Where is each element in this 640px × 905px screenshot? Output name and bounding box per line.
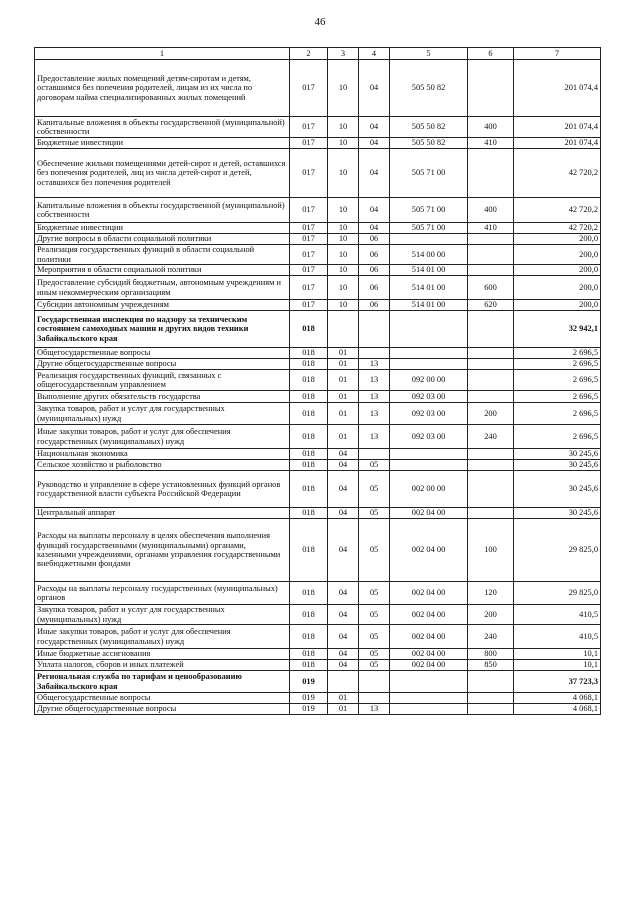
row-name-cell: Иные бюджетные ассигнования — [35, 649, 290, 660]
row-target-article: 092 03 00 — [390, 391, 468, 403]
row-subsection-code: 04 — [359, 149, 390, 198]
row-amount: 201 074,4 — [514, 117, 601, 138]
row-name-cell: Субсидии автономным учреждениям — [35, 300, 290, 311]
column-number: 5 — [390, 48, 468, 60]
row-subsection-code: 06 — [359, 245, 390, 265]
table-row — [35, 138, 601, 149]
row-target-article: 092 03 00 — [390, 403, 468, 425]
row-ved-code: 018 — [290, 508, 328, 519]
row-name-cell: Иные закупки товаров, работ и услуг для обеспечения государственных (муниципальных) нужд — [35, 625, 290, 649]
row-target-article — [390, 704, 468, 715]
row-amount: 200,0 — [514, 300, 601, 311]
row-amount: 42 720,2 — [514, 149, 601, 198]
row-target-article — [390, 671, 468, 693]
row-ved-code: 017 — [290, 300, 328, 311]
table-row — [35, 660, 601, 671]
row-expense-type: 600 — [468, 276, 514, 300]
row-subsection-code: 06 — [359, 276, 390, 300]
table-row — [35, 198, 601, 223]
row-name-cell: Капитальные вложения в объекты государственной (муниципальной) собственности — [35, 198, 290, 223]
row-target-article: 002 04 00 — [390, 519, 468, 582]
row-ved-code: 018 — [290, 348, 328, 359]
row-subsection-code: 05 — [359, 460, 390, 471]
table-row — [35, 693, 601, 704]
row-target-article — [390, 234, 468, 245]
row-amount: 29 825,0 — [514, 582, 601, 605]
row-name-cell: Обеспечение жильми помещениями детей-сирот и детей, оставшихся без попечения родителей, лиц из числа детей-сирот и детей, оставшихся без попечения родителей — [35, 149, 290, 198]
row-ved-code: 017 — [290, 265, 328, 276]
row-target-article: 002 04 00 — [390, 582, 468, 605]
row-subsection-code: 05 — [359, 649, 390, 660]
row-ved-code: 018 — [290, 460, 328, 471]
row-ved-code: 017 — [290, 223, 328, 234]
row-expense-type — [468, 149, 514, 198]
row-subsection-code: 13 — [359, 704, 390, 715]
row-subsection-code: 13 — [359, 370, 390, 391]
row-section-code: 10 — [328, 149, 359, 198]
row-subsection-code — [359, 348, 390, 359]
row-name-cell: Другие вопросы в области социальной политики — [35, 234, 290, 245]
row-name-cell: Закупка товаров, работ и услуг для государственных (муниципальных) нужд — [35, 403, 290, 425]
row-expense-type — [468, 245, 514, 265]
row-amount: 200,0 — [514, 245, 601, 265]
row-ved-code: 018 — [290, 403, 328, 425]
row-expense-type — [468, 460, 514, 471]
row-expense-type: 200 — [468, 403, 514, 425]
row-ved-code: 017 — [290, 276, 328, 300]
table-row — [35, 671, 601, 693]
row-ved-code: 018 — [290, 311, 328, 348]
row-section-code: 10 — [328, 265, 359, 276]
row-ved-code: 019 — [290, 671, 328, 693]
row-target-article: 092 00 00 — [390, 370, 468, 391]
row-ved-code: 018 — [290, 625, 328, 649]
table-row — [35, 704, 601, 715]
row-target-article: 514 01 00 — [390, 265, 468, 276]
row-section-code: 10 — [328, 198, 359, 223]
row-name-cell: Бюджетные инвестиции — [35, 138, 290, 149]
row-expense-type — [468, 265, 514, 276]
row-target-article: 514 01 00 — [390, 276, 468, 300]
column-number: 7 — [514, 48, 601, 60]
row-name-cell: Выполнение других обязательств государства — [35, 391, 290, 403]
row-section-code: 10 — [328, 60, 359, 117]
column-number: 6 — [468, 48, 514, 60]
row-subsection-code: 05 — [359, 519, 390, 582]
row-target-article: 092 03 00 — [390, 425, 468, 449]
row-expense-type — [468, 370, 514, 391]
table-row — [35, 519, 601, 582]
row-name-cell: Иные закупки товаров, работ и услуг для обеспечения государственных (муниципальных) нужд — [35, 425, 290, 449]
row-ved-code: 019 — [290, 693, 328, 704]
row-subsection-code — [359, 311, 390, 348]
row-expense-type: 620 — [468, 300, 514, 311]
row-amount: 37 723,3 — [514, 671, 601, 693]
row-amount: 30 245,6 — [514, 460, 601, 471]
row-ved-code: 017 — [290, 149, 328, 198]
row-expense-type — [468, 508, 514, 519]
table-row — [35, 245, 601, 265]
table-row — [35, 60, 601, 117]
row-expense-type: 410 — [468, 223, 514, 234]
row-section-code: 01 — [328, 359, 359, 370]
row-amount: 30 245,6 — [514, 449, 601, 460]
column-number: 3 — [328, 48, 359, 60]
row-section-code: 04 — [328, 649, 359, 660]
row-expense-type: 120 — [468, 582, 514, 605]
row-name-cell: Государственная инспекция по надзору за техническим состоянием самоходных машин и других видов техники Забайкальского края — [35, 311, 290, 348]
row-section-code: 04 — [328, 508, 359, 519]
page-number: 46 — [314, 16, 326, 28]
row-amount: 2 696,5 — [514, 425, 601, 449]
table-row — [35, 508, 601, 519]
row-target-article: 505 71 00 — [390, 198, 468, 223]
row-target-article: 002 04 00 — [390, 625, 468, 649]
row-section-code: 04 — [328, 660, 359, 671]
table-row — [35, 425, 601, 449]
row-target-article: 505 50 82 — [390, 60, 468, 117]
row-subsection-code: 04 — [359, 138, 390, 149]
row-name-cell: Реализация государственных функций, связанных с общегосударственным управлением — [35, 370, 290, 391]
row-target-article — [390, 460, 468, 471]
row-target-article — [390, 359, 468, 370]
table-row — [35, 265, 601, 276]
row-amount: 10,1 — [514, 660, 601, 671]
row-name-cell: Мероприятия в области социальной политики — [35, 265, 290, 276]
row-section-code: 10 — [328, 223, 359, 234]
row-ved-code: 017 — [290, 198, 328, 223]
table-row — [35, 649, 601, 660]
row-ved-code: 019 — [290, 704, 328, 715]
row-amount: 32 942,1 — [514, 311, 601, 348]
table-row — [35, 460, 601, 471]
row-target-article: 002 04 00 — [390, 605, 468, 625]
row-subsection-code — [359, 449, 390, 460]
row-subsection-code: 05 — [359, 660, 390, 671]
row-section-code: 04 — [328, 471, 359, 508]
table-row — [35, 348, 601, 359]
row-ved-code: 018 — [290, 519, 328, 582]
row-section-code: 04 — [328, 460, 359, 471]
table-row — [35, 276, 601, 300]
row-amount: 200,0 — [514, 276, 601, 300]
row-name-cell: Капитальные вложения в объекты государственной (муниципальной) собственности — [35, 117, 290, 138]
row-section-code: 04 — [328, 519, 359, 582]
row-target-article — [390, 311, 468, 348]
row-ved-code: 017 — [290, 245, 328, 265]
row-section-code: 01 — [328, 704, 359, 715]
row-target-article: 002 04 00 — [390, 508, 468, 519]
row-section-code: 04 — [328, 449, 359, 460]
row-amount: 2 696,5 — [514, 391, 601, 403]
row-section-code — [328, 671, 359, 693]
row-section-code: 01 — [328, 348, 359, 359]
row-ved-code: 018 — [290, 449, 328, 460]
row-ved-code: 017 — [290, 60, 328, 117]
row-section-code: 04 — [328, 605, 359, 625]
row-subsection-code: 06 — [359, 300, 390, 311]
row-expense-type — [468, 60, 514, 117]
row-name-cell: Центральный аппарат — [35, 508, 290, 519]
row-name-cell: Сельское хозяйство и рыболовство — [35, 460, 290, 471]
row-target-article: 514 00 00 — [390, 245, 468, 265]
row-target-article: 002 04 00 — [390, 649, 468, 660]
row-expense-type — [468, 234, 514, 245]
row-target-article: 002 04 00 — [390, 660, 468, 671]
row-amount: 201 074,4 — [514, 138, 601, 149]
row-amount: 10,1 — [514, 649, 601, 660]
row-amount: 2 696,5 — [514, 359, 601, 370]
row-amount: 30 245,6 — [514, 508, 601, 519]
row-subsection-code: 04 — [359, 223, 390, 234]
table-row — [35, 300, 601, 311]
row-subsection-code: 06 — [359, 234, 390, 245]
row-expense-type: 200 — [468, 605, 514, 625]
row-amount: 200,0 — [514, 265, 601, 276]
row-expense-type: 800 — [468, 649, 514, 660]
row-ved-code: 018 — [290, 391, 328, 403]
row-target-article: 505 71 00 — [390, 223, 468, 234]
row-expense-type — [468, 449, 514, 460]
row-expense-type — [468, 471, 514, 508]
row-amount: 410,5 — [514, 605, 601, 625]
row-amount: 30 245,6 — [514, 471, 601, 508]
row-section-code: 04 — [328, 582, 359, 605]
row-target-article: 002 00 00 — [390, 471, 468, 508]
row-subsection-code: 04 — [359, 117, 390, 138]
row-ved-code: 018 — [290, 582, 328, 605]
row-section-code: 10 — [328, 117, 359, 138]
table-body — [35, 60, 601, 715]
table-row — [35, 449, 601, 460]
row-amount: 200,0 — [514, 234, 601, 245]
row-ved-code: 018 — [290, 471, 328, 508]
row-amount: 4 068,1 — [514, 704, 601, 715]
row-name-cell: Национальная экономика — [35, 449, 290, 460]
row-ved-code: 017 — [290, 117, 328, 138]
budget-table — [34, 47, 601, 715]
table-row — [35, 311, 601, 348]
row-target-article — [390, 693, 468, 704]
row-section-code: 01 — [328, 391, 359, 403]
row-name-cell: Закупка товаров, работ и услуг для государственных (муниципальных) нужд — [35, 605, 290, 625]
row-expense-type — [468, 359, 514, 370]
row-section-code: 10 — [328, 138, 359, 149]
row-expense-type: 240 — [468, 625, 514, 649]
row-name-cell: Общегосударственные вопросы — [35, 348, 290, 359]
row-subsection-code: 13 — [359, 391, 390, 403]
row-name-cell: Расходы на выплаты персоналу государственных (муниципальных) органов — [35, 582, 290, 605]
row-name-cell: Руководство и управление в сфере установленных функций органов государственной власти субъекта Российской Федерации — [35, 471, 290, 508]
row-target-article: 505 50 82 — [390, 138, 468, 149]
row-section-code: 01 — [328, 370, 359, 391]
row-name-cell: Уплата налогов, сборов и иных платежей — [35, 660, 290, 671]
row-amount: 42 720,2 — [514, 223, 601, 234]
table-row — [35, 359, 601, 370]
table-row — [35, 403, 601, 425]
row-subsection-code: 13 — [359, 359, 390, 370]
row-subsection-code: 13 — [359, 403, 390, 425]
row-expense-type: 400 — [468, 198, 514, 223]
row-ved-code: 018 — [290, 370, 328, 391]
row-amount: 29 825,0 — [514, 519, 601, 582]
row-subsection-code: 05 — [359, 625, 390, 649]
row-amount: 2 696,5 — [514, 348, 601, 359]
row-name-cell: Предоставление субсидий бюджетным, автономным учреждениям и иным некоммерческим организациям — [35, 276, 290, 300]
row-expense-type: 100 — [468, 519, 514, 582]
row-expense-type — [468, 311, 514, 348]
row-amount: 42 720,2 — [514, 198, 601, 223]
row-amount: 2 696,5 — [514, 370, 601, 391]
table-row — [35, 234, 601, 245]
column-number: 1 — [35, 48, 290, 60]
row-ved-code: 018 — [290, 649, 328, 660]
row-expense-type — [468, 693, 514, 704]
row-subsection-code: 04 — [359, 60, 390, 117]
row-section-code: 01 — [328, 693, 359, 704]
row-target-article: 505 71 00 — [390, 149, 468, 198]
table-row — [35, 625, 601, 649]
table-row — [35, 149, 601, 198]
row-name-cell: Предоставление жилых помещений детям-сиротам и детям, оставшимся без попечения родителей, лицам из их числа по договорам найма специализированных жилых помещений — [35, 60, 290, 117]
row-expense-type: 240 — [468, 425, 514, 449]
row-name-cell: Реализация государственных функций в области социальной политики — [35, 245, 290, 265]
row-amount: 2 696,5 — [514, 403, 601, 425]
table-row — [35, 471, 601, 508]
row-section-code: 10 — [328, 300, 359, 311]
row-target-article: 505 50 82 — [390, 117, 468, 138]
row-subsection-code: 05 — [359, 471, 390, 508]
row-section-code — [328, 311, 359, 348]
row-section-code: 01 — [328, 425, 359, 449]
row-ved-code: 018 — [290, 425, 328, 449]
column-number: 2 — [290, 48, 328, 60]
row-ved-code: 017 — [290, 138, 328, 149]
column-number-row — [35, 48, 601, 60]
row-subsection-code: 06 — [359, 265, 390, 276]
row-ved-code: 018 — [290, 660, 328, 671]
table-row — [35, 605, 601, 625]
row-name-cell: Общегосударственные вопросы — [35, 693, 290, 704]
row-subsection-code: 05 — [359, 582, 390, 605]
row-subsection-code — [359, 693, 390, 704]
row-subsection-code: 04 — [359, 198, 390, 223]
row-section-code: 04 — [328, 625, 359, 649]
row-amount: 410,5 — [514, 625, 601, 649]
row-section-code: 01 — [328, 403, 359, 425]
row-section-code: 10 — [328, 234, 359, 245]
row-name-cell: Другие общегосударственные вопросы — [35, 359, 290, 370]
row-amount: 201 074,4 — [514, 60, 601, 117]
table-row — [35, 391, 601, 403]
row-target-article: 514 01 00 — [390, 300, 468, 311]
row-expense-type: 850 — [468, 660, 514, 671]
row-name-cell: Расходы на выплаты персоналу в целях обеспечения выполнения функций государственными (муниципальными) органами, казенными учреждениями, органами управления государственными внебюджетными фондами — [35, 519, 290, 582]
row-expense-type — [468, 704, 514, 715]
row-section-code: 10 — [328, 245, 359, 265]
row-target-article — [390, 348, 468, 359]
row-amount: 4 068,1 — [514, 693, 601, 704]
column-number: 4 — [359, 48, 390, 60]
row-name-cell: Другие общегосударственные вопросы — [35, 704, 290, 715]
row-ved-code: 018 — [290, 605, 328, 625]
row-expense-type: 410 — [468, 138, 514, 149]
row-name-cell: Региональная служба по тарифам и ценообразованию Забайкальского края — [35, 671, 290, 693]
table-row — [35, 582, 601, 605]
row-expense-type — [468, 348, 514, 359]
row-target-article — [390, 449, 468, 460]
row-expense-type — [468, 391, 514, 403]
row-expense-type — [468, 671, 514, 693]
row-subsection-code: 05 — [359, 508, 390, 519]
row-subsection-code: 13 — [359, 425, 390, 449]
row-ved-code: 018 — [290, 359, 328, 370]
row-name-cell: Бюджетные инвестиции — [35, 223, 290, 234]
table-row — [35, 117, 601, 138]
row-subsection-code: 05 — [359, 605, 390, 625]
table-row — [35, 370, 601, 391]
row-section-code: 10 — [328, 276, 359, 300]
row-ved-code: 017 — [290, 234, 328, 245]
table-row — [35, 223, 601, 234]
row-subsection-code — [359, 671, 390, 693]
row-expense-type: 400 — [468, 117, 514, 138]
